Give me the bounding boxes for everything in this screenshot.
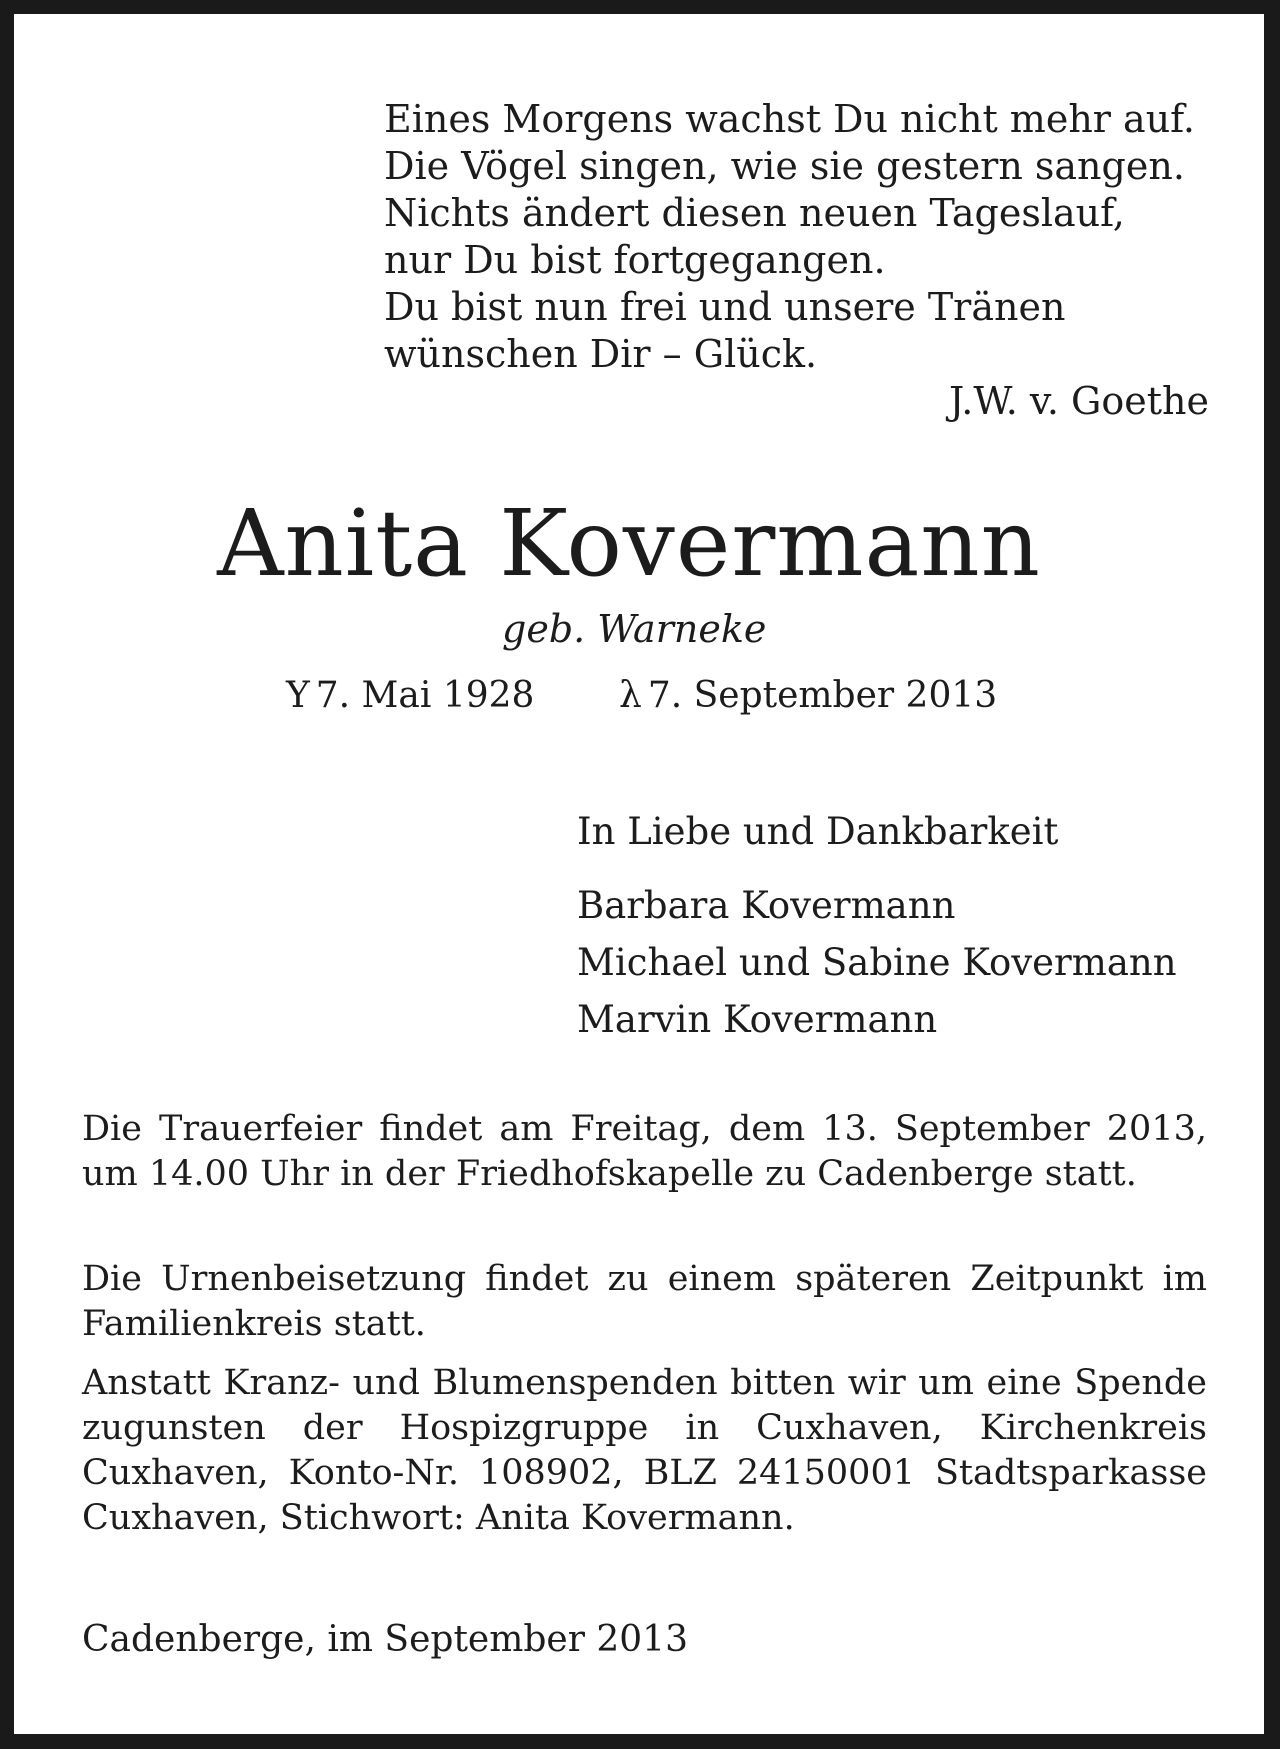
death-date: 7. September 2013: [647, 675, 998, 716]
place-and-date: Cadenberge, im September 2013: [82, 1619, 688, 1660]
death-symbol-icon: λ: [619, 675, 642, 716]
family-member: Michael und Sabine Kovermann: [577, 941, 1177, 984]
funeral-notice: Die Trauerfeier findet am Freitag, dem 13. September 2013, um 14.00 Uhr in der Friedhofskapelle zu Cadenberge statt.: [82, 1109, 1207, 1194]
poem-author: J.W. v. Goethe: [948, 379, 1209, 423]
burial-notice: Die Urnenbeisetzung findet zu einem späteren Zeitpunkt im Familienkreis statt.: [82, 1259, 1207, 1344]
obituary-notice: [14, 14, 1264, 1734]
dedication: In Liebe und Dankbarkeit: [577, 810, 1059, 853]
maiden-name: geb. Warneke: [502, 607, 767, 651]
birth-date: 7. Mai 1928: [315, 675, 535, 716]
deceased-name-wrapper: [14, 489, 1264, 599]
poem-line: Die Vögel singen, wie sie gestern sangen.: [384, 144, 1185, 188]
family-block: [577, 809, 1177, 1048]
poem-line: Nichts ändert diesen neuen Tageslauf,: [384, 191, 1125, 235]
poem-line: Eines Morgens wachst Du nicht mehr auf.: [384, 97, 1195, 141]
family-member: Marvin Kovermann: [577, 998, 938, 1041]
poem-line: nur Du bist fortgegangen.: [384, 238, 886, 282]
death-date-line: [619, 674, 997, 718]
donation-notice: Anstatt Kranz- und Blumenspenden bitten wir um eine Spende zugunsten der Hospizgruppe in Cuxhaven, Kirchenkreis Cuxhaven, Konto-Nr. 108902, BLZ 24150001 Stadtsparkasse Cuxhaven, Stichwort: Anita Kovermann.: [82, 1363, 1207, 1538]
deceased-name: Anita Kovermann: [217, 490, 1041, 597]
poem: [384, 96, 1209, 425]
birth-symbol-icon: Y: [286, 675, 310, 716]
family-member: Barbara Kovermann: [577, 884, 956, 927]
poem-line: Du bist nun frei und unsere Tränen: [384, 285, 1066, 329]
poem-line: wünschen Dir – Glück.: [384, 332, 818, 376]
birth-date-line: [286, 674, 534, 718]
